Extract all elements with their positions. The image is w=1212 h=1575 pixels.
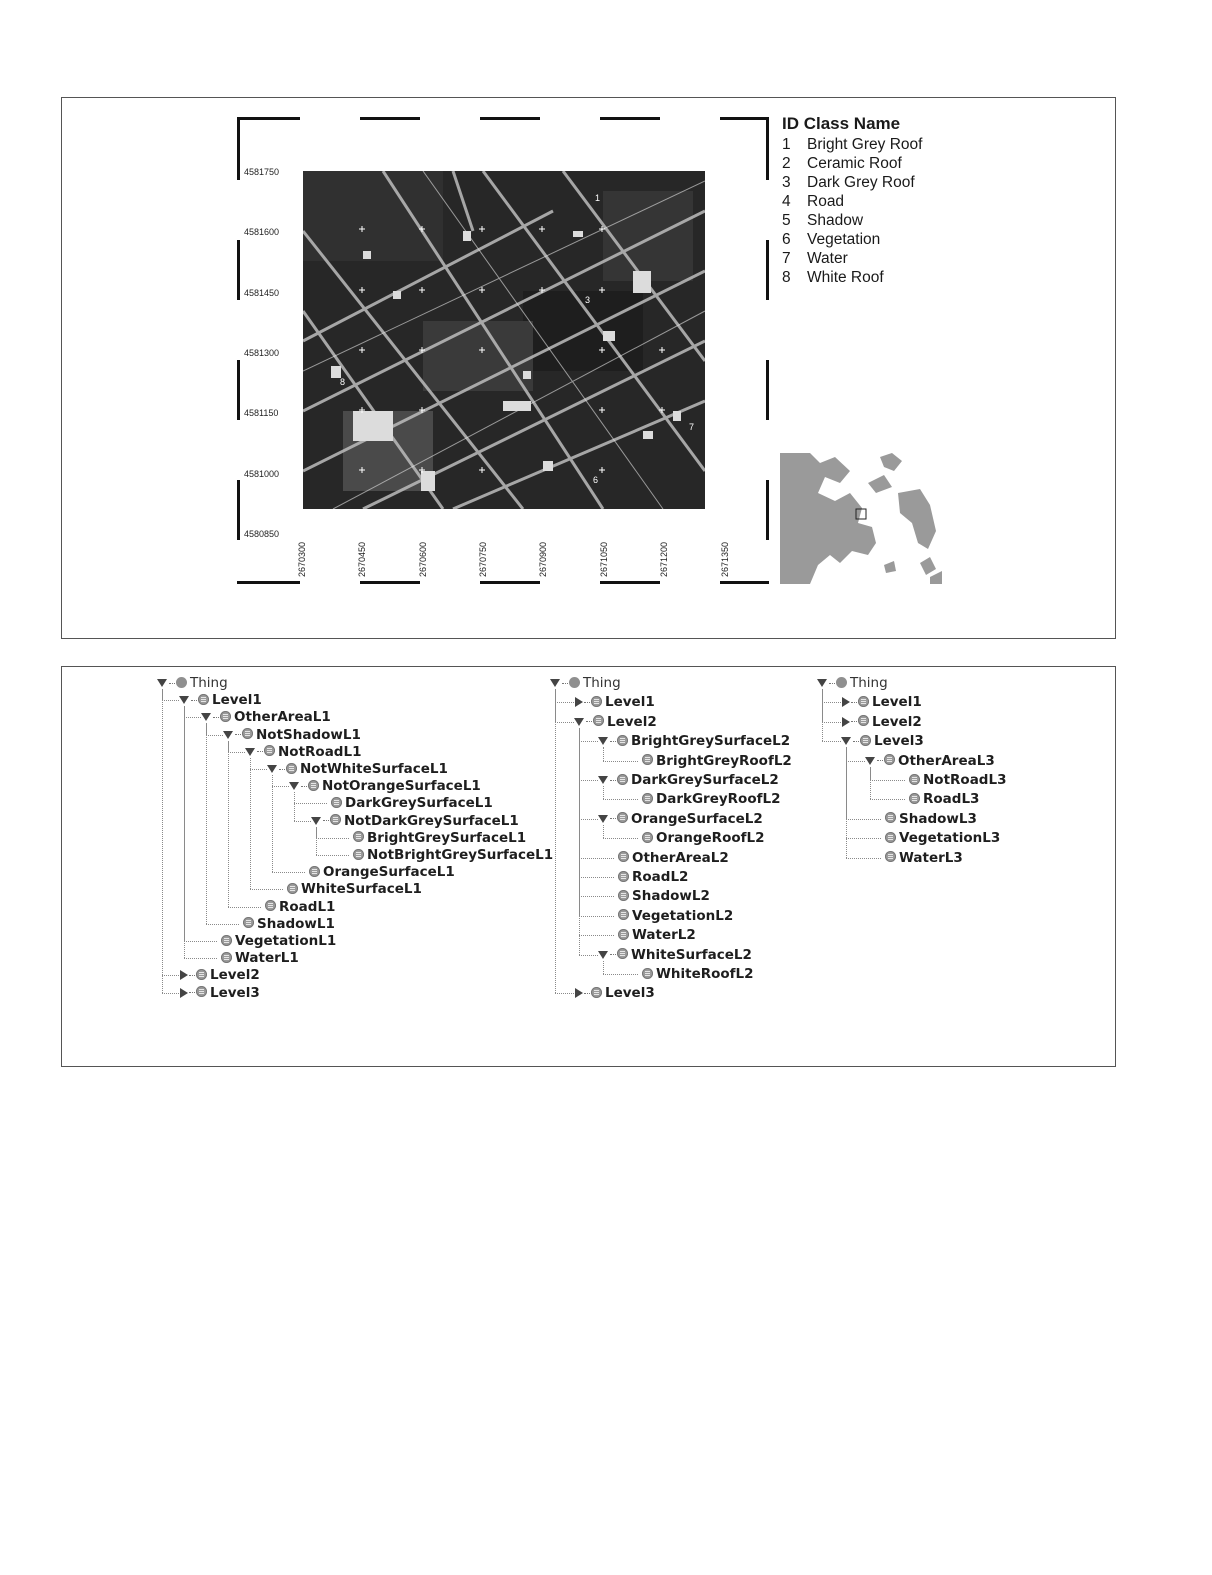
sample-marker: 1 [595,193,601,203]
collapsed-triangle-icon[interactable] [180,988,188,998]
class-icon [287,883,298,894]
tree-dash [189,992,195,993]
class-icon [198,694,209,705]
thing-icon [569,677,580,688]
class-icon [243,917,254,928]
class-icon [617,812,628,823]
tree-connector [555,689,556,993]
tree-node-level2[interactable] [179,967,260,983]
expanded-triangle-icon[interactable] [574,718,584,726]
tree-connector [316,827,317,855]
expanded-triangle-icon[interactable] [179,696,189,704]
legend-class-name: Ceramic Roof [807,155,902,172]
tree-node-whiteroofl2[interactable] [622,966,754,982]
class-icon [642,793,653,804]
tree-connector [822,689,823,741]
tree-connector [228,752,245,753]
tree-connector [603,747,604,760]
tree-node-label: Level1 [605,694,655,711]
tree-node-label: NotDarkGreySurfaceL1 [344,812,519,829]
x-tick-label: 2670750 [478,541,488,577]
tree-node-roadl1[interactable] [245,899,335,915]
y-tick-label: 4581600 [244,227,280,237]
class-hierarchy-panel [61,666,1116,1067]
class-icon [618,929,629,940]
tree-node-whitesurfacel1[interactable] [267,881,422,897]
tree-connector [579,728,580,955]
legend-id: 2 [782,155,791,172]
tree-node-waterl1[interactable] [201,950,299,966]
tree-node-label: OrangeSurfaceL1 [323,864,455,881]
x-tick-label: 2670600 [418,541,428,577]
legend-id: 4 [782,193,791,210]
tree-connector [250,769,267,770]
tree-node-level3[interactable] [179,985,260,1001]
legend-item [782,173,922,192]
tree-node-label: NotBrightGreySurfaceL1 [367,847,554,863]
tree-node-thing[interactable] [817,675,888,691]
tree-connector [184,717,201,718]
tree-dash [586,721,592,722]
tree-connector [555,722,574,723]
tree-dash [610,741,616,742]
tree-node-label: Thing [850,675,888,691]
class-icon [221,935,232,946]
tree-node-label: Thing [583,675,621,691]
y-tick-label: 4580850 [244,529,280,539]
x-tick-label: 2671200 [659,541,669,577]
expanded-triangle-icon[interactable] [598,815,608,823]
legend-id: 3 [782,174,791,191]
tree-node-darkgreyroofl2[interactable] [622,791,780,807]
class-icon [617,774,628,785]
tree-node-label: WhiteSurfaceL2 [631,946,752,963]
tree-node-label: BrightGreySurfaceL1 [367,829,527,846]
legend-id: 8 [782,269,791,286]
tree-node-label: VegetationL3 [899,830,1001,847]
y-tick-label: 4581000 [244,469,280,479]
tree-dash [301,786,307,787]
legend-item [782,154,922,173]
expanded-triangle-icon[interactable] [598,776,608,784]
legend-id: 5 [782,212,791,229]
tree-node-thing[interactable] [550,675,621,691]
tree-node-label: NotWhiteSurfaceL1 [300,761,448,777]
class-icon [642,968,653,979]
tree-connector [272,775,273,872]
tree-dash [562,683,568,684]
class-icon [331,797,342,808]
y-tick-label: 4581750 [244,167,280,177]
tree-node-label: RoadL3 [923,791,980,808]
tree-node-notshadowl1[interactable] [223,727,361,743]
tree-node-label: Level1 [872,694,922,711]
collapsed-triangle-icon[interactable] [575,697,583,707]
tree-node-label: WaterL2 [632,927,696,944]
tree-node-label: Level2 [607,713,657,730]
tree-node-label: OtherAreaL2 [632,849,729,866]
legend-id: 7 [782,250,791,267]
expanded-triangle-icon[interactable] [289,782,299,790]
tree-connector [603,786,604,799]
tree-node-notbrightgreysurfacel1[interactable] [333,847,553,863]
expanded-triangle-icon[interactable] [550,679,560,687]
tree-connector [846,747,847,857]
class-icon [909,774,920,785]
tree-dash [169,683,175,684]
legend-item [782,230,922,249]
class-icon [909,793,920,804]
tree-dash [877,760,883,761]
class-legend [782,114,922,287]
tree-node-shadowl1[interactable] [223,916,335,932]
tree-connector [603,825,604,838]
tree-node-darkgreysurfacel2[interactable] [598,772,779,788]
tree-node-label: WhiteRoofL2 [656,966,754,982]
tree-node-label: Level2 [210,967,260,984]
tree-node-label: Level3 [874,733,924,750]
class-icon [309,866,320,877]
legend-class-name: White Roof [807,269,884,286]
tree-node-brightgreysurfacel1[interactable] [333,830,526,846]
legend-class-name: Bright Grey Roof [807,136,923,153]
tree-node-label: Thing [190,675,228,691]
class-icon [221,952,232,963]
tree-connector [294,792,295,820]
collapsed-triangle-icon[interactable] [180,970,188,980]
tree-connector [206,735,223,736]
tree-node-label: ShadowL3 [899,810,977,827]
sample-marker: 3 [585,295,591,305]
expanded-triangle-icon[interactable] [267,765,277,773]
tree-connector [162,993,179,994]
tree-node-level1[interactable] [841,694,922,710]
tree-node-label: WhiteSurfaceL1 [301,881,422,898]
y-tick-label: 4581300 [244,348,280,358]
tree-node-label: WaterL1 [235,950,299,967]
tree-node-label: DarkGreySurfaceL2 [631,772,779,788]
tree-node-label: WaterL3 [899,849,963,866]
expanded-triangle-icon[interactable] [598,951,608,959]
x-tick-label: 2670300 [297,541,307,577]
inset-map-drawing [780,453,942,584]
tree-node-shadowl2[interactable] [598,888,710,904]
legend-class-name: Dark Grey Roof [807,174,915,191]
class-icon [353,831,364,842]
tree-connector [272,786,289,787]
class-icon [286,763,297,774]
frame-border-bottom [240,581,766,584]
tree-node-label: Level3 [605,985,655,1002]
tree-connector [846,761,865,762]
tree-connector [250,758,251,890]
tree-node-level1[interactable] [179,692,262,708]
tree-node-level1[interactable] [574,694,655,710]
tree-node-label: NotRoadL1 [278,743,362,760]
collapsed-triangle-icon[interactable] [842,697,850,707]
tree-node-label: VegetationL1 [235,933,337,949]
tree-node-otherareal3[interactable] [865,753,995,769]
tree-node-darkgreysurfacel1[interactable] [311,795,493,811]
expanded-triangle-icon[interactable] [865,757,875,765]
expanded-triangle-icon[interactable] [817,679,827,687]
tree-node-label: NotOrangeSurfaceL1 [322,778,481,795]
tree-connector [206,723,207,923]
tree-dash [584,702,590,703]
expanded-triangle-icon[interactable] [157,679,167,687]
satellite-image [303,171,705,509]
class-icon [885,832,896,843]
sample-marker: 8 [340,377,346,387]
tree-node-label: OtherAreaL1 [234,709,331,726]
frame-border-right [766,120,769,581]
y-tick-label: 4581150 [244,408,279,418]
legend-class-name: Water [807,250,848,267]
tree-dash [257,751,263,752]
tree-node-label: Level2 [872,713,922,730]
tree-node-label: Level3 [210,984,260,1001]
tree-connector [555,993,574,994]
class-icon [220,711,231,722]
tree-node-label: RoadL2 [632,869,689,885]
tree-connector [294,821,311,822]
tree-connector [162,975,179,976]
expanded-triangle-icon[interactable] [245,748,255,756]
expanded-triangle-icon[interactable] [598,737,608,745]
tree-connector [162,689,163,993]
expanded-triangle-icon[interactable] [841,737,851,745]
class-icon [593,715,604,726]
tree-connector [579,955,598,956]
tree-node-roadl3[interactable] [889,791,979,807]
class-icon [330,814,341,825]
legend-item [782,135,922,154]
tree-node-label: BrightGreyRoofL2 [656,752,792,769]
tree-dash [851,702,857,703]
map-frame [237,117,769,584]
tree-node-orangesurfacel2[interactable] [598,811,763,827]
tree-node-brightgreysurfacel2[interactable] [598,733,790,749]
class-icon [265,900,276,911]
tree-dash [279,769,285,770]
x-tick-label: 2670900 [538,541,548,577]
tree-node-orangesurfacel1[interactable] [289,864,455,880]
tree-node-otherareal1[interactable] [201,709,331,725]
class-icon [642,832,653,843]
tree-node-label: ShadowL2 [632,888,710,905]
tree-node-vegetationl1[interactable] [201,933,336,949]
y-tick-label: 4581450 [244,288,280,298]
tree-node-label: VegetationL2 [632,907,734,924]
tree-node-label: Level1 [212,692,262,709]
tree-node-label: DarkGreySurfaceL1 [345,795,493,812]
tree-node-level2[interactable] [841,714,922,730]
tree-node-label: OrangeRoofL2 [656,830,765,847]
legend-class-name: Shadow [807,212,864,229]
satellite-image-drawing [303,171,705,509]
expanded-triangle-icon[interactable] [311,817,321,825]
tree-connector [555,702,574,703]
sample-marker: 6 [593,475,599,485]
tree-node-notorangesurfacel1[interactable] [289,778,481,794]
class-icon [618,909,629,920]
tree-node-notroadl3[interactable] [889,772,1006,788]
expanded-triangle-icon[interactable] [201,713,211,721]
class-icon [617,735,628,746]
tree-dash [584,993,590,994]
tree-node-label: NotRoadL3 [923,772,1007,788]
class-icon [196,986,207,997]
tree-dash [851,721,857,722]
frame-border-left [237,120,240,581]
legend-id: 1 [782,136,791,153]
class-icon [860,735,871,746]
tree-connector [579,780,598,781]
tree-node-vegetationl2[interactable] [598,908,733,924]
legend-header: ID Class Name [782,114,901,133]
class-icon [884,754,895,765]
tree-node-waterl3[interactable] [865,850,963,866]
tree-dash [323,820,329,821]
tree-connector [228,741,229,907]
tree-dash [610,954,616,955]
tree-node-label: DarkGreyRoofL2 [656,791,781,808]
tree-node-level2[interactable] [574,714,657,730]
tree-node-label: NotShadowL1 [256,726,361,743]
tree-node-notdarkgreysurfacel1[interactable] [311,813,519,829]
tree-node-level3[interactable] [841,733,924,749]
expanded-triangle-icon[interactable] [223,731,233,739]
legend-item [782,192,922,211]
legend-class-name: Road [807,193,845,210]
class-icon [618,871,629,882]
tree-connector [822,702,841,703]
x-tick-label: 2670450 [357,541,367,577]
class-icon [885,851,896,862]
tree-node-level3[interactable] [574,985,655,1001]
tree-connector [579,741,598,742]
class-icon [858,696,869,707]
legend-id: 6 [782,231,791,248]
collapsed-triangle-icon[interactable] [842,717,850,727]
class-icon [885,812,896,823]
class-icon [264,745,275,756]
tree-node-label: OrangeSurfaceL2 [631,810,763,827]
location-inset-map [780,453,942,584]
tree-dash [829,683,835,684]
tree-node-thing[interactable] [157,675,228,691]
tree-node-label: BrightGreySurfaceL2 [631,733,791,750]
frame-border-top [240,117,766,120]
sample-marker: 7 [689,422,695,432]
class-icon [242,728,253,739]
map-figure-panel [61,97,1116,639]
tree-node-notroadl1[interactable] [245,744,361,760]
collapsed-triangle-icon[interactable] [575,988,583,998]
class-icon [353,849,364,860]
tree-node-roadl2[interactable] [598,869,688,885]
thing-icon [836,677,847,688]
tree-connector [184,706,185,958]
tree-node-brightgreyroofl2[interactable] [622,753,792,769]
class-icon [618,851,629,862]
tree-node-otherareal2[interactable] [598,850,729,866]
tree-dash [191,700,197,701]
class-icon [591,696,602,707]
tree-node-vegetationl3[interactable] [865,830,1000,846]
legend-item [782,211,922,230]
legend-item [782,249,922,268]
tree-node-orangeroofl2[interactable] [622,830,765,846]
tree-dash [853,741,859,742]
tree-node-label: OtherAreaL3 [898,752,995,769]
class-icon [618,890,629,901]
tree-dash [235,734,241,735]
legend-item [782,268,922,287]
tree-connector [822,722,841,723]
tree-node-label: RoadL1 [279,898,336,915]
class-icon [642,754,653,765]
tree-connector [162,700,179,701]
tree-connector [603,961,604,974]
tree-dash [213,717,219,718]
x-tick-label: 2671050 [599,541,609,577]
tree-connector [822,741,841,742]
tree-node-label: ShadowL1 [257,915,335,932]
x-tick-label: 2671350 [720,541,730,577]
tree-node-shadowl3[interactable] [865,811,977,827]
class-icon [617,948,628,959]
tree-dash [610,780,616,781]
class-icon [591,987,602,998]
tree-node-notwhitesurfacel1[interactable] [267,761,448,777]
tree-dash [189,975,195,976]
class-icon [196,969,207,980]
tree-node-waterl2[interactable] [598,927,696,943]
tree-connector [579,819,598,820]
class-icon [858,715,869,726]
tree-node-whitesurfacel2[interactable] [598,947,752,963]
tree-connector [870,767,871,800]
tree-dash [610,818,616,819]
thing-icon [176,677,187,688]
class-icon [308,780,319,791]
legend-class-name: Vegetation [807,231,881,248]
